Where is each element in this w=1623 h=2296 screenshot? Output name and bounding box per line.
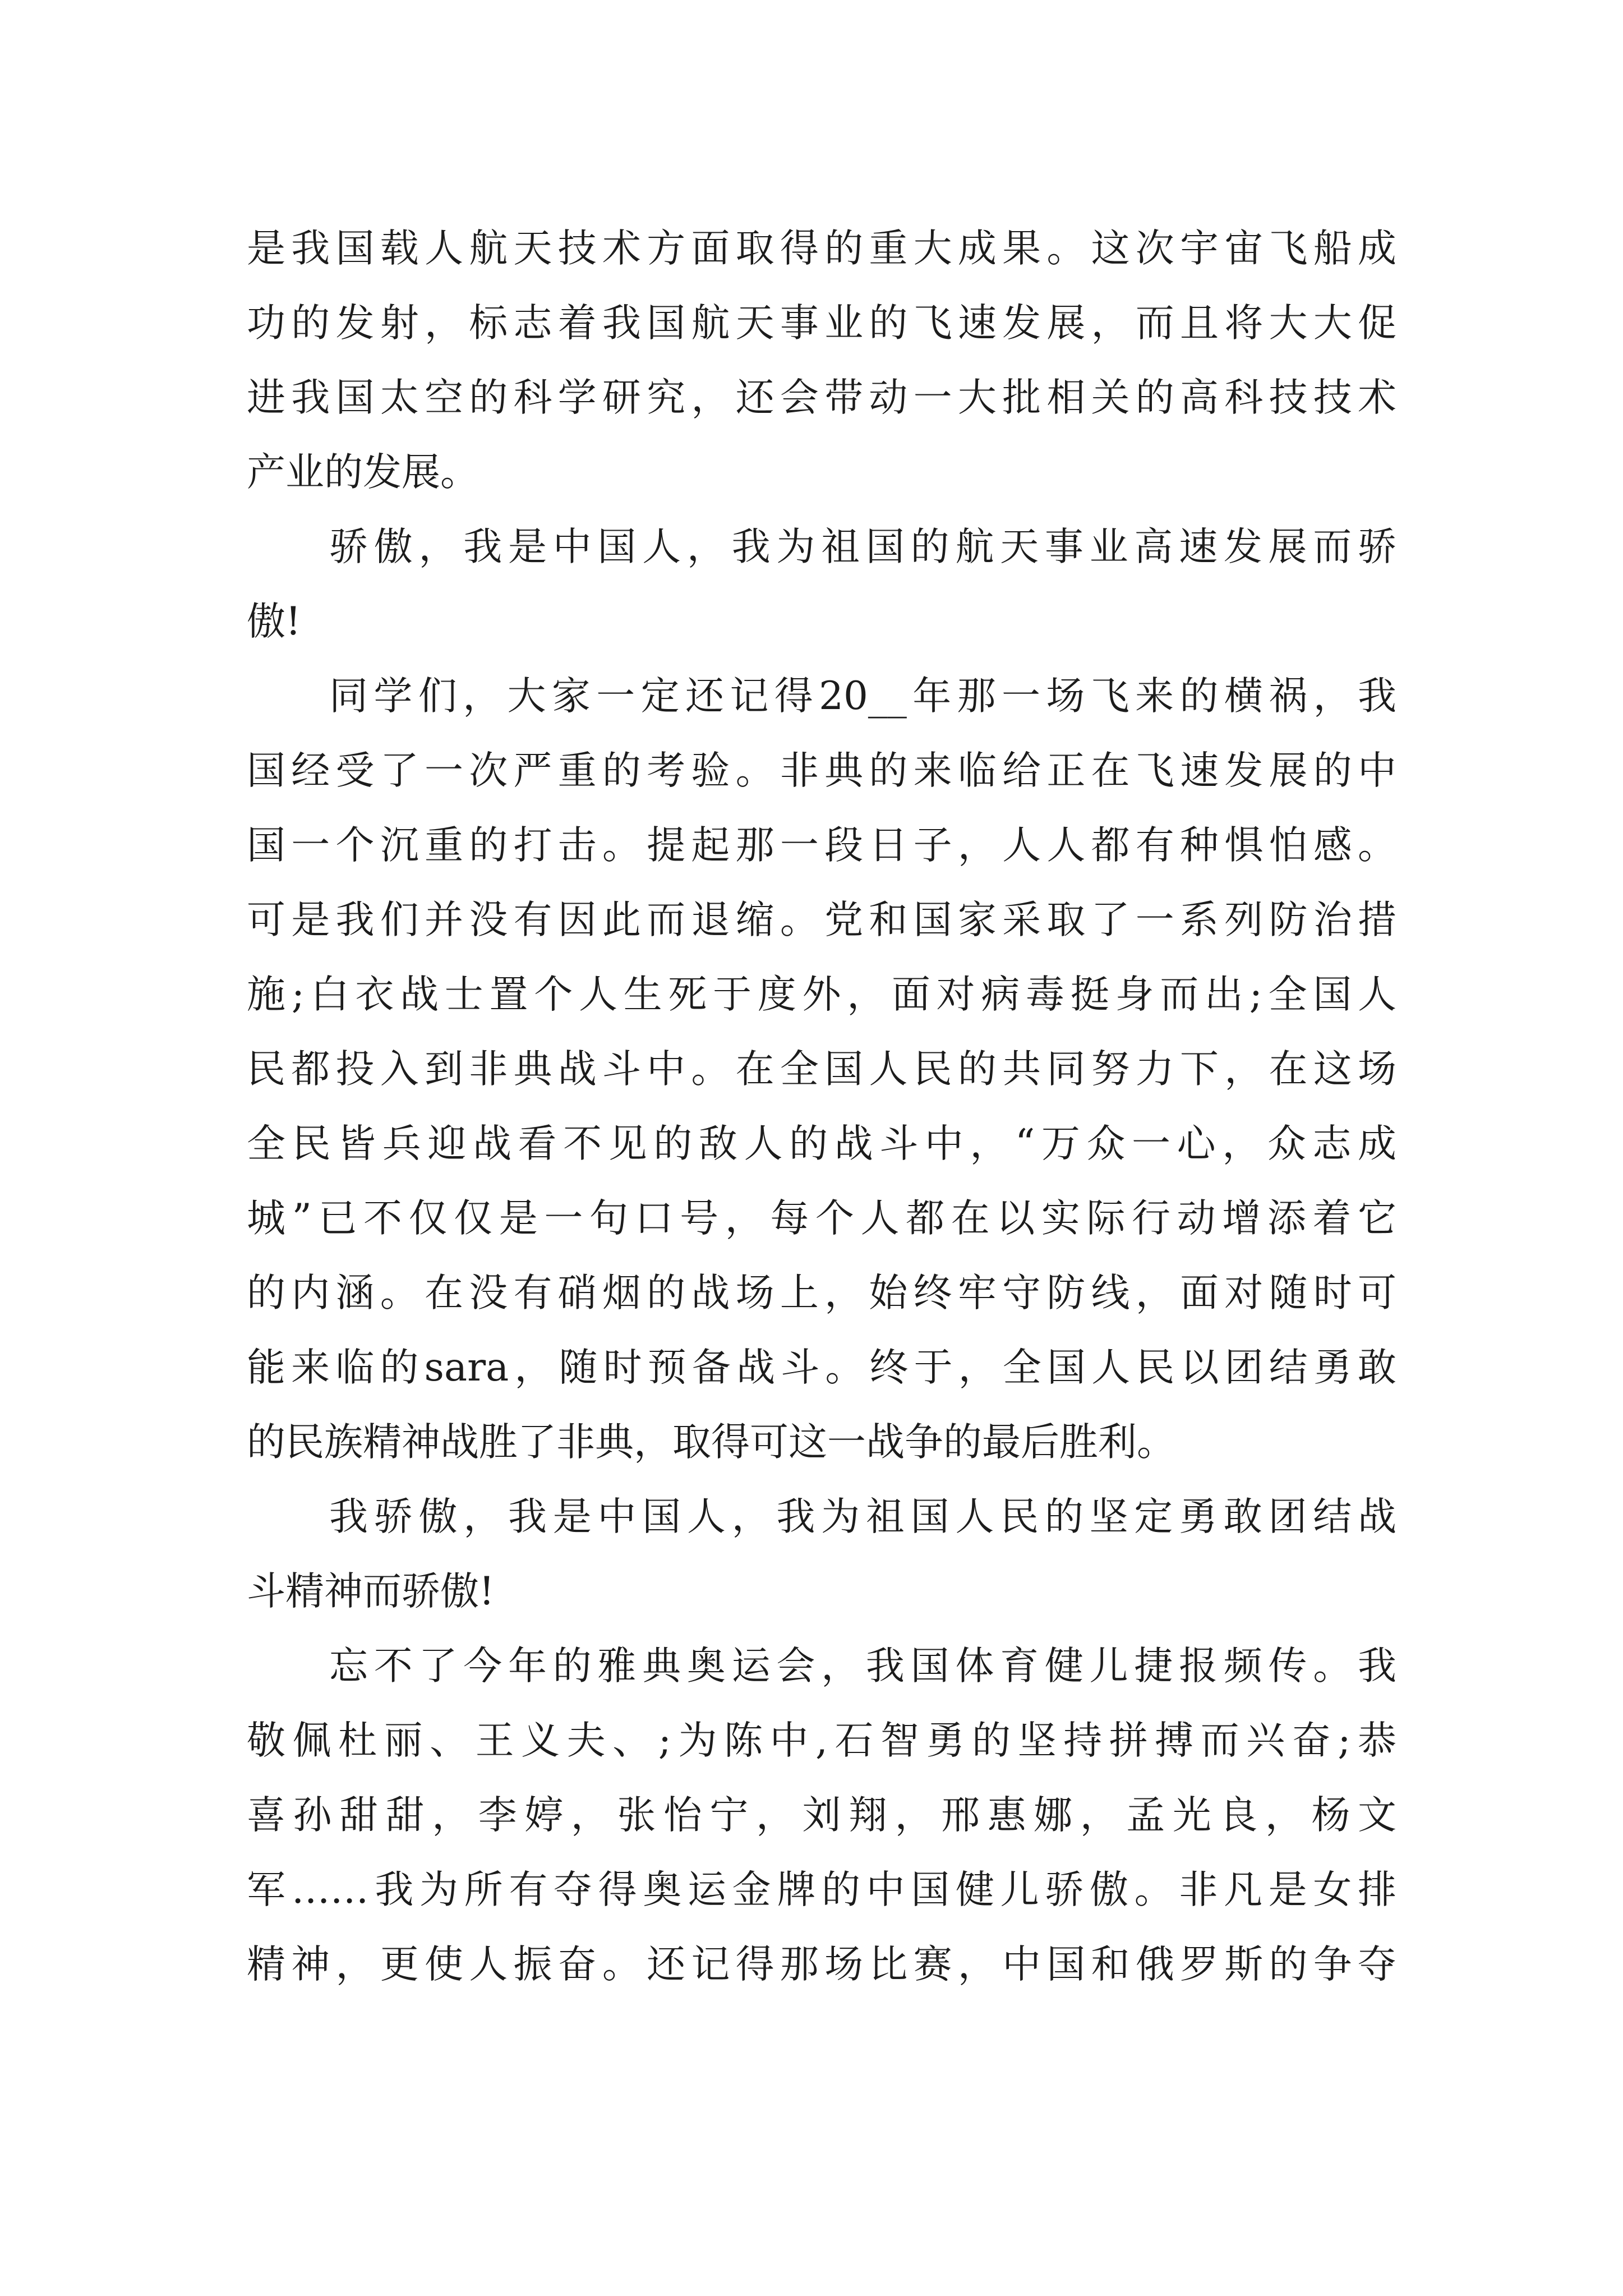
text-line: 同学们，大家一定还记得20__年那一场飞来的横祸，我 [329,674,1396,719]
text-line: 忘不了今年的雅典奥运会，我国体育健儿捷报频传。我 [329,1644,1396,1688]
text-line: 傲! [247,599,301,644]
text-line: 能来临的sara，随时预备战斗。终于，全国人民以团结勇敢 [247,1345,1396,1390]
text-line: 喜孙甜甜，李婷，张怡宁，刘翔，邢惠娜，孟光良，杨文 [247,1793,1396,1838]
text-line: 军……我为所有夺得奥运金牌的中国健儿骄傲。非凡是女排 [247,1867,1396,1912]
text-line: 敬佩杜丽、王义夫、;为陈中,石智勇的坚持拼搏而兴奋;恭 [247,1718,1396,1763]
text-line: 斗精神而骄傲! [247,1569,495,1614]
text-line: 我骄傲，我是中国人，我为祖国人民的坚定勇敢团结战 [329,1494,1396,1539]
text-line: 全民皆兵迎战看不见的敌人的战斗中，“万众一心，众志成 [247,1121,1396,1166]
text-line: 产业的发展。 [247,450,479,495]
text-line: 国经受了一次严重的考验。非典的来临给正在飞速发展的中 [247,748,1396,793]
text-line: 骄傲，我是中国人，我为祖国的航天事业高速发展而骄 [329,524,1396,569]
text-line: 精神，更使人振奋。还记得那场比赛，中国和俄罗斯的争夺 [247,1942,1396,1987]
text-line: 民都投入到非典战斗中。在全国人民的共同努力下，在这场 [247,1047,1396,1092]
text-line: 功的发射，标志着我国航天事业的飞速发展，而且将大大促 [247,301,1396,346]
text-line: 的民族精神战胜了非典，取得可这一战争的最后胜利。 [247,1420,1175,1465]
text-line: 城”已不仅仅是一句口号，每个人都在以实际行动增添着它 [247,1196,1396,1241]
text-line: 的内涵。在没有硝烟的战场上，始终牢守防线，面对随时可 [247,1271,1396,1315]
text-line: 可是我们并没有因此而退缩。党和国家采取了一系列防治措 [247,898,1396,942]
text-line: 进我国太空的科学研究，还会带动一大批相关的高科技技术 [247,375,1396,420]
text-line: 是我国载人航天技术方面取得的重大成果。这次宇宙飞船成 [247,226,1396,271]
text-line: 施;白衣战士置个人生死于度外，面对病毒挺身而出;全国人 [247,972,1396,1017]
text-line: 国一个沉重的打击。提起那一段日子，人人都有种惧怕感。 [247,823,1396,868]
